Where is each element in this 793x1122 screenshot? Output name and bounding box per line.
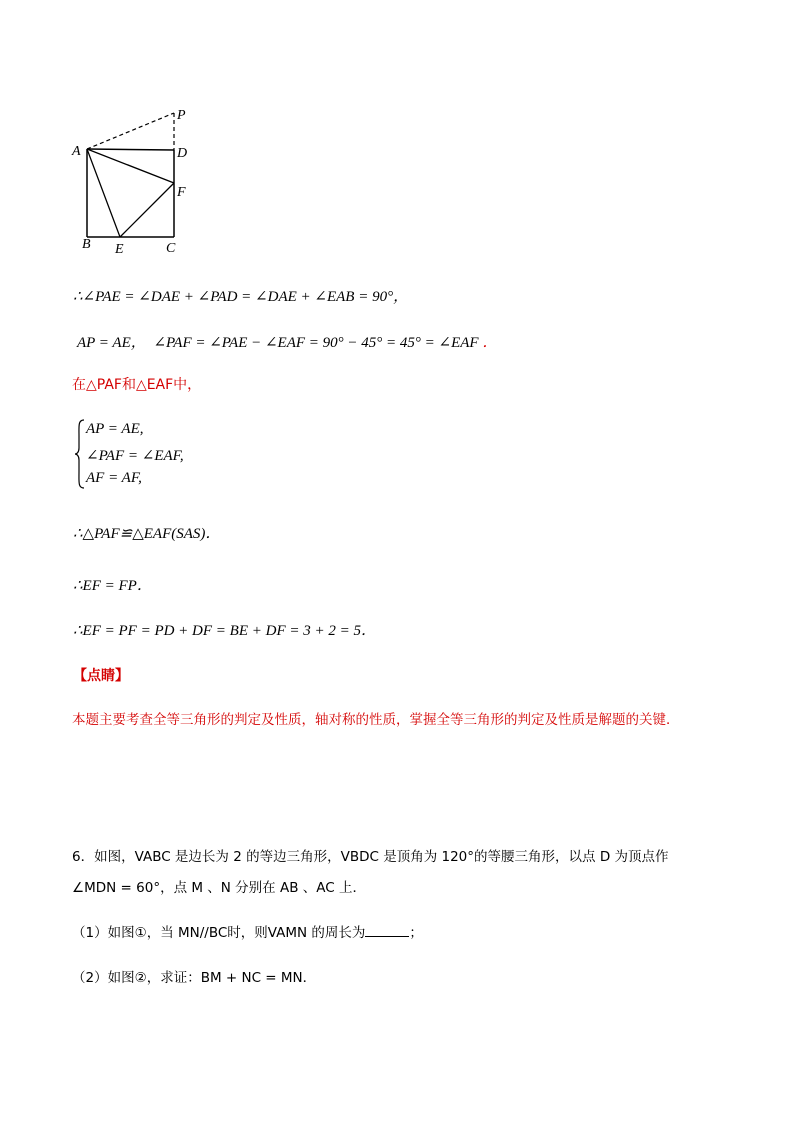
comment-title: 【点睛】 (73, 668, 129, 684)
geometry-figure (66, 100, 206, 260)
label-E: E (115, 242, 124, 257)
comment-text: 本题主要考查全等三角形的判定及性质，轴对称的性质，掌握全等三角形的判定及性质是解题的关键． (72, 712, 680, 728)
left-brace-icon (74, 418, 86, 490)
solution-line-2-part-b: ∠PAF = ∠PAE − ∠EAF = 90° − 45° = 45° = ∠EAF (153, 335, 479, 351)
solution-line-3 (72, 374, 201, 394)
solution-line-4-text: ∴△PAF≌△EAF(SAS)． (73, 526, 221, 542)
question-1 (72, 921, 423, 941)
segment-AF (87, 149, 174, 183)
solution-line-5-text: ∴EF = FP． (73, 578, 152, 594)
segment-AD (87, 149, 174, 150)
label-D: D (177, 146, 188, 161)
system-line-2 (86, 446, 184, 465)
solution-line-6 (73, 619, 376, 640)
question-1-end: ； (409, 925, 423, 941)
solution-line-1-text: ∴∠PAE = ∠DAE + ∠PAD = ∠DAE + ∠EAB = 90°， (73, 289, 409, 305)
solution-line-2-period: ． (482, 335, 498, 351)
solution-line-3-text: 在△PAF和△EAF中， (72, 377, 202, 393)
solution-line-1 (73, 285, 408, 306)
question-2: （2）如图②，求证：BM + NC = MN． (72, 970, 317, 986)
problem-6-line-1: 6．如图，VABC 是边长为 2 的等边三角形，VBDC 是顶角为 120°的等腰三角形，以点 D 为顶点作 (72, 849, 669, 865)
segment-AP-dashed (87, 113, 174, 149)
problem-6-line-2: ∠MDN = 60°，点 M 、N 分别在 AB 、AC 上． (72, 880, 366, 896)
label-F: F (177, 185, 186, 200)
solution-line-4 (73, 522, 220, 543)
solution-line-2-part-a: AP = AE， (77, 335, 146, 351)
solution-line-5 (73, 574, 152, 595)
system-line-3 (86, 470, 142, 487)
answer-blank (365, 922, 409, 937)
label-C: C (166, 241, 176, 256)
segment-AE (87, 149, 120, 237)
system-eq-1: AP = AE, (86, 421, 144, 437)
segment-EF (120, 183, 174, 237)
system-eq-2: ∠PAF = ∠EAF, (86, 448, 184, 464)
system-line-1 (86, 421, 143, 438)
system-eq-3: AF = AF, (86, 470, 142, 486)
label-A: A (72, 144, 81, 159)
question-1-text: （1）如图①，当 MN//BC时，则VAMN 的周长为 (72, 925, 366, 941)
label-P: P (177, 108, 186, 123)
solution-line-6-text: ∴EF = PF = PD + DF = BE + DF = 3 + 2 = 5． (73, 623, 376, 639)
solution-line-2 (77, 331, 497, 352)
label-B: B (82, 237, 91, 252)
